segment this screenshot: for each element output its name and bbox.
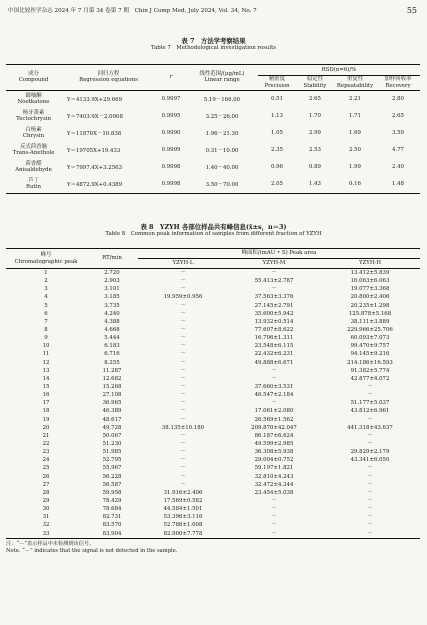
t8-cell-area-m: 27.145±2.791 bbox=[254, 302, 294, 309]
t7-cell-recovery: 3.59 bbox=[391, 130, 404, 136]
t7-cell-compound: 茴香醛 Anisaldehyde bbox=[15, 160, 52, 173]
t8-cell-area-m: 37.660±3.531 bbox=[254, 384, 294, 391]
t7-row bbox=[6, 159, 420, 176]
t8-cell-area-l: － bbox=[180, 384, 186, 391]
t8-cell-rt: 11.287 bbox=[102, 367, 122, 374]
t8-area-header: 峰面积/(mAU • S) Peak area bbox=[138, 249, 420, 259]
t8-cell-area-h: － bbox=[367, 441, 373, 448]
t7-cell-recovery: 2.80 bbox=[391, 96, 404, 102]
table8 bbox=[6, 248, 420, 539]
t8-cell-peak: 12 bbox=[42, 359, 50, 366]
t7-col-compound: 成分 Compound bbox=[6, 65, 61, 91]
t8-row bbox=[6, 456, 420, 464]
t8-cell-area-l: 17.569±0.582 bbox=[163, 498, 203, 504]
t8-cell-area-h: － bbox=[367, 498, 373, 504]
t8-cell-area-h: － bbox=[367, 432, 373, 439]
t8-cell-peak: 25 bbox=[42, 465, 50, 472]
journal-title-en: Chin J Comp Med, July 2024, Vol. 34, No. 7 bbox=[134, 8, 257, 14]
t8-cell-area-h: 51.177±5.037 bbox=[350, 400, 390, 407]
t8-cell-area-m: 16.706±1.311 bbox=[254, 335, 294, 342]
t8-cell-peak: 10 bbox=[42, 343, 50, 350]
t8-cell-area-m: 77.607±8.622 bbox=[254, 327, 294, 334]
t8-row bbox=[6, 310, 420, 318]
table8-body bbox=[6, 269, 420, 539]
t8-cell-area-m: － bbox=[271, 400, 277, 407]
t7-cell-repeatability: 2.21 bbox=[348, 96, 361, 102]
t8-cell-area-l: 52.786±1.008 bbox=[163, 522, 203, 529]
note-zh: 注：“－”表示样品中未检测到该信号。 bbox=[6, 541, 95, 547]
t8-cell-peak: 4 bbox=[44, 294, 48, 301]
t7-cell-eq: Y＝19705X+19.433 bbox=[67, 148, 121, 154]
t8-cell-peak: 13 bbox=[42, 367, 50, 374]
t8-cell-rt: 83.904 bbox=[86, 530, 138, 539]
t8-row bbox=[6, 497, 420, 505]
t8-cell-peak: 26 bbox=[42, 473, 50, 480]
t7-cell-repeatability: 1.99 bbox=[348, 164, 361, 170]
t8-cell-area-h: 125.878±5.168 bbox=[348, 310, 392, 317]
t8-cell-peak: 30 bbox=[42, 506, 50, 513]
t8-cell-rt: 46.389 bbox=[102, 408, 122, 415]
t7-col-linear-range: 线性范围/(μg/mL) Linear range bbox=[186, 65, 258, 91]
t7-cell-stability: 2.65 bbox=[308, 96, 321, 102]
t8-cell-peak: 28 bbox=[42, 489, 50, 496]
t8-cell-area-l: 19.959±0.956 bbox=[163, 294, 203, 301]
journal-title-zh: 中国比较医学杂志 2024 年 7 月第 34 卷第 7 期 bbox=[8, 8, 130, 14]
t8-row bbox=[6, 399, 420, 407]
t8-cell-area-l: － bbox=[180, 375, 186, 382]
t8-cell-area-l: － bbox=[180, 392, 186, 399]
t8-cell-area-m: 17.061±2.080 bbox=[254, 408, 294, 415]
t8-cell-area-l: － bbox=[180, 465, 186, 472]
t8-cell-area-m: － bbox=[271, 514, 277, 521]
t7-col-repeatability: 重复性 Repeatability bbox=[334, 76, 376, 91]
t8-row bbox=[6, 505, 420, 513]
t8-cell-rt: 56.587 bbox=[102, 481, 122, 488]
t8-cell-area-m: 59.197±1.821 bbox=[254, 465, 294, 472]
t7-cell-precision: 0.96 bbox=[270, 164, 283, 170]
t8-cell-rt: 15.268 bbox=[102, 384, 122, 391]
t8-row bbox=[6, 269, 420, 278]
table7-head bbox=[6, 65, 420, 91]
t7-cell-range: 1.96－21.30 bbox=[205, 131, 239, 137]
t7-cell-compound: 芦丁 Rutin bbox=[6, 176, 61, 194]
t8-cell-area-m: 13.932±0.514 bbox=[254, 318, 294, 325]
t8-cell-rt: 3.101 bbox=[104, 286, 120, 293]
table8-caption bbox=[0, 223, 427, 238]
t8-row bbox=[6, 481, 420, 489]
table8-title-zh: 表 8 YZYH 各部位样品共有峰信息(x̄±s，n＝3) bbox=[140, 223, 287, 231]
t8-cell-area-h: － bbox=[367, 514, 373, 521]
t8-cell-rt: 83.570 bbox=[102, 522, 122, 529]
t8-cell-area-h: － bbox=[367, 506, 373, 513]
t8-cell-rt: 2.720 bbox=[104, 270, 120, 277]
t8-col-l: YZYH-L bbox=[138, 259, 228, 269]
t8-cell-area-h: 20.235±1.298 bbox=[350, 302, 390, 309]
t8-cell-area-m: 23.548±6.115 bbox=[254, 343, 294, 350]
t8-cell-area-m: － bbox=[271, 506, 277, 513]
t8-cell-rt: 48.617 bbox=[102, 416, 122, 423]
t8-row bbox=[6, 326, 420, 334]
t8-cell-peak: 9 bbox=[44, 335, 48, 342]
t8-cell-peak: 5 bbox=[44, 302, 48, 309]
t8-row bbox=[6, 424, 420, 432]
t8-row bbox=[6, 530, 420, 539]
t7-cell-precision: 1.13 bbox=[270, 113, 283, 119]
t8-cell-peak: 6 bbox=[44, 310, 48, 317]
t8-cell-area-m: 209.870±42.047 bbox=[251, 424, 297, 431]
t8-cell-area-h: 229.966±25.706 bbox=[347, 327, 393, 334]
t7-cell-recovery: 1.48 bbox=[376, 176, 420, 194]
t7-cell-stability: 0.89 bbox=[308, 164, 321, 170]
t8-cell-area-l: － bbox=[180, 335, 186, 342]
t8-cell-rt: 51.985 bbox=[102, 449, 122, 456]
t8-cell-area-l: － bbox=[180, 367, 186, 374]
t7-row bbox=[6, 108, 420, 125]
t7-cell-precision: 0.51 bbox=[270, 96, 283, 102]
t7-cell-precision: 2.35 bbox=[270, 147, 283, 153]
t7-cell-r: 0.9999 bbox=[161, 147, 181, 153]
t8-cell-area-l: － bbox=[180, 286, 186, 293]
t7-cell-stability: 2.53 bbox=[308, 147, 321, 153]
t8-cell-area-l: － bbox=[180, 481, 186, 488]
t8-row bbox=[6, 285, 420, 293]
t8-cell-rt: 4.668 bbox=[104, 327, 120, 334]
t8-row bbox=[6, 383, 420, 391]
t8-cell-rt: 2.903 bbox=[104, 278, 120, 285]
table7-title-zh: 表 7 方法学考察结果 bbox=[181, 37, 246, 45]
t7-col-recovery: 加样回收率 Recovery bbox=[376, 76, 420, 91]
t8-row bbox=[6, 473, 420, 481]
t7-cell-repeatability: 2.50 bbox=[348, 147, 361, 153]
t8-cell-rt: 4.388 bbox=[104, 318, 120, 325]
t8-cell-peak: 14 bbox=[42, 375, 50, 382]
t8-cell-rt: 59.958 bbox=[102, 489, 122, 496]
t8-cell-area-l: － bbox=[180, 327, 186, 334]
t8-cell-area-h: 43.812±6.961 bbox=[350, 408, 390, 415]
t7-cell-range: 5.19－166.00 bbox=[203, 97, 241, 103]
t7-col-r: r bbox=[156, 65, 186, 91]
t7-cell-range: 0.31－10.00 bbox=[205, 148, 239, 154]
t8-cell-rt: 12.682 bbox=[102, 375, 122, 382]
t8-col-h: YZYH-H bbox=[320, 259, 420, 269]
t8-cell-area-l: － bbox=[180, 351, 186, 358]
t7-cell-r: 0.9997 bbox=[161, 96, 181, 102]
t8-row bbox=[6, 359, 420, 367]
t8-row bbox=[6, 293, 420, 301]
t8-cell-area-l: － bbox=[180, 310, 186, 317]
t8-cell-area-h: 16.063±6.063 bbox=[350, 278, 390, 285]
table7-title-en: Table 7 Methodological investigation results bbox=[150, 45, 277, 51]
t7-cell-stability: 1.70 bbox=[308, 113, 321, 119]
t8-cell-area-h: 38.111±3.889 bbox=[350, 318, 390, 325]
t7-rsd-header: RSD(n=6)/% bbox=[258, 65, 420, 76]
t8-cell-area-l: － bbox=[180, 449, 186, 456]
table7-body bbox=[6, 90, 420, 193]
t8-cell-rt: 27.108 bbox=[102, 392, 122, 399]
t8-cell-rt: 50.067 bbox=[102, 432, 122, 439]
t8-cell-area-l: 82.900±7.778 bbox=[138, 530, 228, 539]
t8-cell-area-h: － bbox=[367, 473, 373, 480]
t8-cell-rt: 6.183 bbox=[104, 343, 120, 350]
t8-row bbox=[6, 407, 420, 415]
t7-cell-compound: 圆柚酮 Nootkatone bbox=[17, 92, 50, 105]
t8-cell-area-m: 46.547±2.184 bbox=[254, 392, 294, 399]
t8-cell-peak: 20 bbox=[42, 424, 50, 431]
t8-cell-area-h: 99.470±9.757 bbox=[350, 343, 390, 350]
table8-head bbox=[6, 249, 420, 269]
t8-cell-area-l: 38.135±10.180 bbox=[161, 424, 205, 431]
t8-cell-rt: 49.728 bbox=[102, 424, 122, 431]
t8-cell-peak: 18 bbox=[42, 408, 50, 415]
t8-row bbox=[6, 489, 420, 497]
t7-cell-eq: Y＝4872.9X+0.4389 bbox=[61, 176, 156, 194]
t7-col-stability: 稳定性 Stability bbox=[296, 76, 334, 91]
t8-cell-rt: 55.967 bbox=[102, 465, 122, 472]
t8-row bbox=[6, 367, 420, 375]
t8-cell-peak: 7 bbox=[44, 318, 48, 325]
t8-cell-rt: 6.716 bbox=[104, 351, 120, 358]
t7-row bbox=[6, 125, 420, 142]
t8-cell-area-l: － bbox=[180, 441, 186, 448]
t8-cell-area-h: － bbox=[367, 384, 373, 391]
t7-cell-r: 0.9990 bbox=[161, 130, 181, 136]
t8-row bbox=[6, 302, 420, 310]
t8-cell-area-m: 37.563±3.376 bbox=[254, 294, 294, 301]
t8-cell-area-m: 32.472±4.344 bbox=[254, 481, 294, 488]
table7 bbox=[6, 64, 420, 194]
t7-cell-compound: 杨牙黄素 Tectochrysin bbox=[16, 109, 51, 122]
t8-row bbox=[6, 375, 420, 383]
t8-cell-area-h: － bbox=[367, 416, 373, 423]
t7-cell-r: 0.9995 bbox=[161, 113, 181, 119]
journal-title bbox=[8, 6, 257, 14]
t8-cell-peak: 23 bbox=[42, 449, 50, 456]
t8-cell-area-m: － bbox=[271, 270, 277, 277]
t8-row bbox=[6, 416, 420, 424]
t8-cell-area-h: 60.093±7.073 bbox=[350, 335, 390, 342]
t8-cell-rt: 78.429 bbox=[102, 498, 122, 504]
t7-cell-range: 1.40－40.00 bbox=[205, 165, 239, 171]
t7-cell-eq: Y＝7997.4X+3.2563 bbox=[67, 165, 123, 171]
t8-cell-peak: 11 bbox=[42, 351, 50, 358]
t8-cell-peak: 17 bbox=[42, 400, 50, 407]
t8-cell-area-m: － bbox=[271, 367, 277, 374]
t8-cell-area-h: 43.341±6.050 bbox=[350, 457, 390, 464]
t8-cell-area-m: 86.187±6.624 bbox=[254, 432, 294, 439]
t8-row bbox=[6, 464, 420, 472]
t8-cell-peak: 16 bbox=[42, 392, 50, 399]
t7-cell-compound: 白杨素 Chrysin bbox=[22, 126, 45, 139]
t8-cell-rt: 5.444 bbox=[104, 335, 120, 342]
t8-cell-area-h: 214.186±16.593 bbox=[347, 359, 393, 366]
t8-cell-peak: 33 bbox=[6, 530, 86, 539]
t8-cell-peak: 29 bbox=[42, 498, 50, 504]
t8-cell-area-m: － bbox=[271, 498, 277, 504]
t8-cell-area-m: 55.413±2.787 bbox=[254, 278, 294, 285]
t7-row bbox=[6, 176, 420, 194]
note-en: Note. “－” indicates that the signal is not detected in the sample. bbox=[6, 548, 178, 555]
t8-cell-peak: 1 bbox=[44, 270, 48, 277]
t8-cell-area-l: － bbox=[180, 457, 186, 464]
t8-cell-area-l: － bbox=[180, 408, 186, 415]
t8-cell-area-m: － bbox=[271, 522, 277, 529]
t8-row bbox=[6, 448, 420, 456]
t8-cell-area-m: 32.810±4.243 bbox=[254, 473, 294, 480]
t8-cell-area-m: 26.569±1.562 bbox=[254, 416, 294, 423]
t8-cell-area-h: 19.077±3.368 bbox=[350, 286, 390, 293]
t8-cell-area-h: － bbox=[367, 465, 373, 472]
t7-cell-repeatability: 1.69 bbox=[348, 130, 361, 136]
t8-cell-area-h: 441.318±43.637 bbox=[347, 424, 393, 431]
t8-row bbox=[6, 521, 420, 529]
t8-cell-peak: 3 bbox=[44, 286, 48, 293]
t7-cell-precision: 1.05 bbox=[270, 130, 283, 136]
t8-cell-area-l: 44.584±1.501 bbox=[163, 506, 203, 513]
t8-cell-area-l: － bbox=[180, 302, 186, 309]
t8-cell-area-l: － bbox=[180, 270, 186, 277]
t7-cell-eq: Y＝7403.9X－2.0908 bbox=[67, 114, 123, 120]
t8-cell-peak: 27 bbox=[42, 481, 50, 488]
table7-caption bbox=[0, 37, 427, 52]
table8-note bbox=[6, 541, 177, 555]
t8-cell-area-l: － bbox=[180, 473, 186, 480]
t8-cell-area-l: 53.396±3.116 bbox=[163, 514, 203, 521]
t8-row bbox=[6, 334, 420, 342]
t8-cell-rt: 3.735 bbox=[104, 302, 120, 309]
t8-cell-area-h: － bbox=[367, 489, 373, 496]
t8-cell-peak: 31 bbox=[42, 514, 50, 521]
t7-col-precision: 精密度 Precision bbox=[258, 76, 296, 91]
t8-cell-area-l: － bbox=[180, 416, 186, 423]
t8-row bbox=[6, 391, 420, 399]
t8-cell-area-m: 35.600±5.942 bbox=[254, 310, 294, 317]
t8-row bbox=[6, 513, 420, 521]
t8-cell-area-l: － bbox=[180, 318, 186, 325]
t8-cell-peak: 2 bbox=[44, 278, 48, 285]
t8-cell-area-l: － bbox=[180, 359, 186, 366]
t8-row bbox=[6, 277, 420, 285]
t8-cell-area-l: － bbox=[180, 343, 186, 350]
t8-row bbox=[6, 440, 420, 448]
t7-cell-r: 0.9998 bbox=[161, 164, 181, 170]
t8-cell-rt: 3.185 bbox=[104, 294, 120, 301]
t8-cell-rt: 36.965 bbox=[102, 400, 122, 407]
t8-cell-area-h: － bbox=[367, 522, 373, 529]
t8-cell-peak: 22 bbox=[42, 441, 50, 448]
t8-cell-area-h: － bbox=[367, 481, 373, 488]
t7-cell-stability: 2.99 bbox=[308, 130, 321, 136]
table8-title-en: Table 8 Common peak information of samples from different fraction of YZYH bbox=[105, 231, 322, 237]
t8-cell-rt: 78.684 bbox=[102, 506, 122, 513]
t8-cell-area-m: 49.599±2.985 bbox=[254, 441, 294, 448]
t8-cell-area-h: 29.829±2.179 bbox=[350, 449, 390, 456]
t8-cell-rt: 82.731 bbox=[102, 514, 122, 521]
t8-cell-area-l: － bbox=[180, 432, 186, 439]
t8-cell-area-h: 20.800±2.406 bbox=[350, 294, 390, 301]
running-header bbox=[8, 4, 417, 16]
t8-row bbox=[6, 350, 420, 358]
t8-cell-area-h: 91.382±5.774 bbox=[350, 367, 390, 374]
t8-cell-area-m: － bbox=[271, 375, 277, 382]
t8-cell-rt: 4.240 bbox=[104, 310, 120, 317]
t8-cell-rt: 52.795 bbox=[102, 457, 122, 464]
t7-cell-compound: 反式茴香脑 Trans-Anethole bbox=[12, 143, 55, 156]
t8-cell-area-m: 36.308±5.938 bbox=[254, 449, 294, 456]
t8-cell-area-l: 31.916±2.406 bbox=[163, 489, 203, 496]
t8-row bbox=[6, 318, 420, 326]
t7-cell-stability: 1.43 bbox=[296, 176, 334, 194]
t8-cell-peak: 21 bbox=[42, 432, 50, 439]
t8-col-m: YZYH-M bbox=[228, 259, 320, 269]
t8-cell-area-m: 22.432±6.231 bbox=[254, 351, 294, 358]
t7-cell-range: 3.50－70.00 bbox=[186, 176, 258, 194]
t8-cell-peak: 8 bbox=[44, 327, 48, 334]
t8-cell-area-h: 42.877±4.072 bbox=[350, 375, 390, 382]
t7-cell-repeatability: 0.16 bbox=[334, 176, 376, 194]
t7-cell-recovery: 2.40 bbox=[391, 164, 404, 170]
t8-cell-area-l: － bbox=[180, 278, 186, 285]
t8-cell-area-l: － bbox=[180, 400, 186, 407]
t8-cell-peak: 15 bbox=[42, 384, 50, 391]
t7-cell-repeatability: 1.71 bbox=[348, 113, 361, 119]
t8-cell-area-m: 23.454±5.038 bbox=[254, 489, 294, 496]
t7-cell-recovery: 4.77 bbox=[391, 147, 404, 153]
t7-row bbox=[6, 90, 420, 108]
t7-cell-r: 0.9998 bbox=[156, 176, 186, 194]
t8-cell-rt: 8.255 bbox=[104, 359, 120, 366]
t8-cell-area-h: － bbox=[367, 392, 373, 399]
t7-cell-eq: Y＝11870X－10.838 bbox=[67, 131, 122, 137]
t7-cell-eq: Y＝4133.9X+29.669 bbox=[67, 97, 123, 103]
t8-row bbox=[6, 342, 420, 350]
t8-cell-rt: 51.230 bbox=[102, 441, 122, 448]
t7-cell-range: 3.25－26.00 bbox=[205, 114, 239, 120]
t8-row bbox=[6, 432, 420, 440]
t8-cell-peak: 24 bbox=[42, 457, 50, 464]
t8-cell-rt: 56.228 bbox=[102, 473, 122, 480]
t8-cell-area-h: 94.145±9.216 bbox=[350, 351, 390, 358]
t8-col-peak: 峰号 Chromatographic peak bbox=[6, 249, 86, 269]
t7-cell-precision: 2.05 bbox=[258, 176, 296, 194]
t8-cell-area-h: － bbox=[320, 530, 420, 539]
t8-cell-area-m: － bbox=[228, 530, 320, 539]
t8-cell-peak: 19 bbox=[42, 416, 50, 423]
t7-row bbox=[6, 142, 420, 159]
t8-col-rt: RT/min bbox=[86, 249, 138, 269]
t8-cell-area-m: 29.004±0.752 bbox=[254, 457, 294, 464]
t8-cell-area-m: 49.888±6.671 bbox=[254, 359, 294, 366]
t8-cell-area-h: 13.412±5.839 bbox=[350, 270, 390, 277]
t7-col-regression: 回归方程 Regression equations bbox=[61, 65, 156, 91]
t8-cell-peak: 32 bbox=[42, 522, 50, 529]
t7-cell-recovery: 2.65 bbox=[391, 113, 404, 119]
t8-cell-area-m: － bbox=[271, 286, 277, 293]
page-number: 55 bbox=[406, 5, 417, 15]
